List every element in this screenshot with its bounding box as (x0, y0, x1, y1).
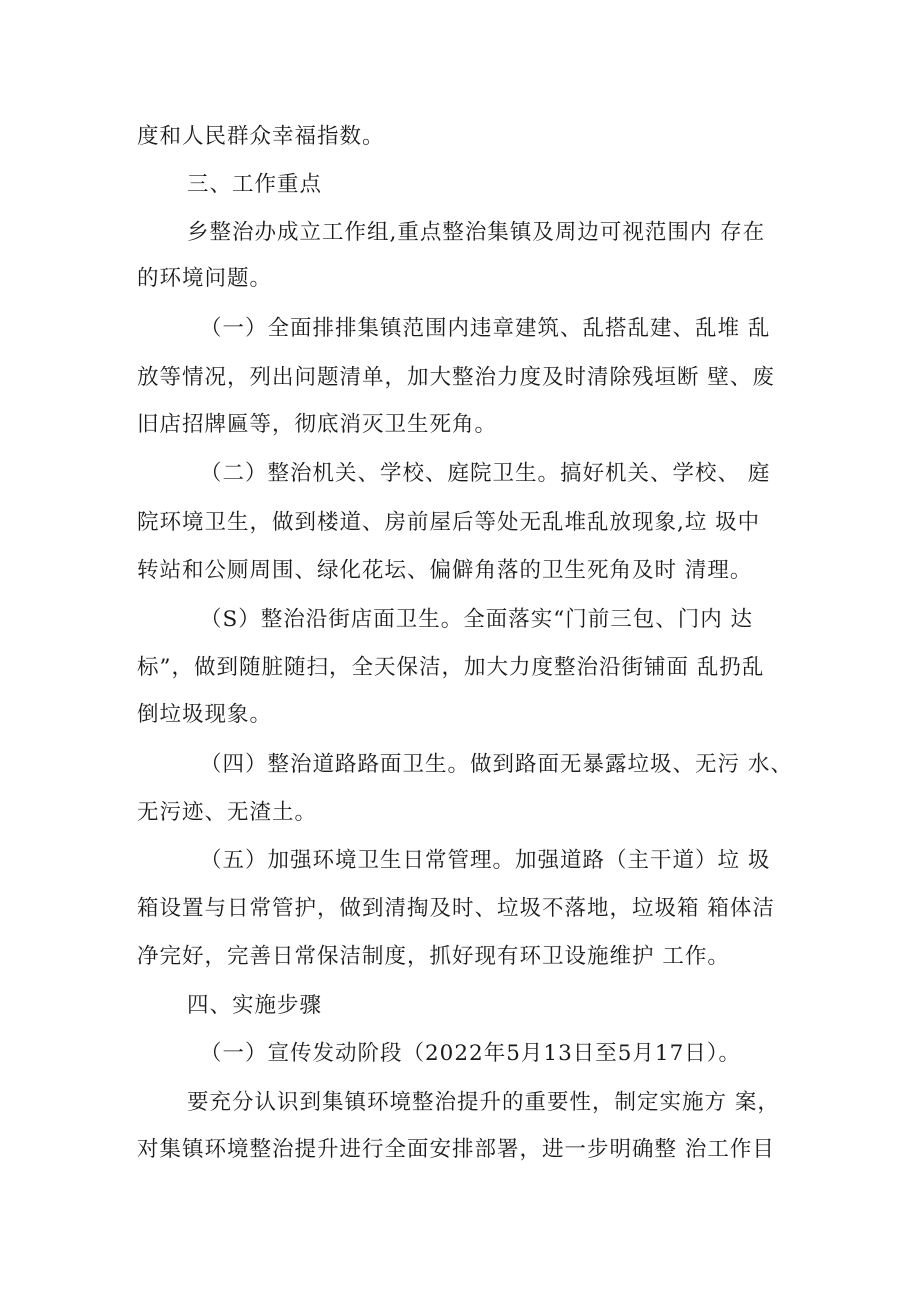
text-line-8: （二）整治机关、学校、庭院卫生。搞好机关、学校、 庭 (200, 461, 771, 486)
text-line-6: 放等情况，列出问题清单，加大整治力度及时清除残垣断 壁、废 (137, 365, 775, 390)
section-heading-four: 四、实施步骤 (187, 993, 323, 1018)
text-line-20: （一）宣传发动阶段（2022年5月13日至5月17日）。 (200, 1041, 742, 1066)
text-line-12: 标”，做到随脏随扫，全天保洁，加大力度整治沿街铺面 乱扔乱 (137, 655, 765, 680)
text-line-5: （一）全面排排集镇范围内违章建筑、乱搭乱建、乱堆 乱 (200, 316, 771, 341)
text-line-16: （五）加强环境卫生日常管理。加强道路（主干道）垃 圾 (200, 848, 771, 873)
text-line-15: 无污迹、无渣土。 (137, 800, 318, 825)
text-line-21: 要充分认识到集镇环境整治提升的重要性，制定实施方 案， (187, 1090, 780, 1115)
text-line-4: 的环境问题。 (137, 266, 273, 291)
text-line-3: 乡整治办成立工作组,重点整治集镇及周边可视范围内 存在 (187, 220, 766, 245)
text-line-13: 倒垃圾现象。 (137, 702, 273, 727)
text-line-22: 对集镇环境整治提升进行全面安排部署，进一步明确整 治工作目 (137, 1137, 775, 1162)
text-line-18: 净完好，完善日常保洁制度，抓好现有环卫设施维护 工作。 (137, 944, 730, 969)
section-heading-three: 三、工作重点 (187, 172, 323, 197)
text-line-1: 度和人民群众幸福指数。 (137, 124, 385, 149)
text-line-9: 院环境卫生，做到楼道、房前屋后等处无乱堆乱放现象,垃 圾中 (137, 510, 761, 535)
text-line-11: （S）整治沿街店面卫生。全面落实“门前三包、门内 达 (200, 607, 754, 632)
text-line-17: 箱设置与日常管护，做到清掏及时、垃圾不落地，垃圾箱 箱体洁 (137, 896, 775, 921)
text-line-14: （四）整治道路路面卫生。做到路面无暴露垃圾、无污 水、 (200, 752, 793, 777)
text-line-7: 旧店招牌匾等，彻底消灭卫生死角。 (137, 412, 498, 437)
text-line-10: 转站和公厕周围、绿化花坛、偏僻角落的卫生死角及时 清理。 (137, 558, 753, 583)
